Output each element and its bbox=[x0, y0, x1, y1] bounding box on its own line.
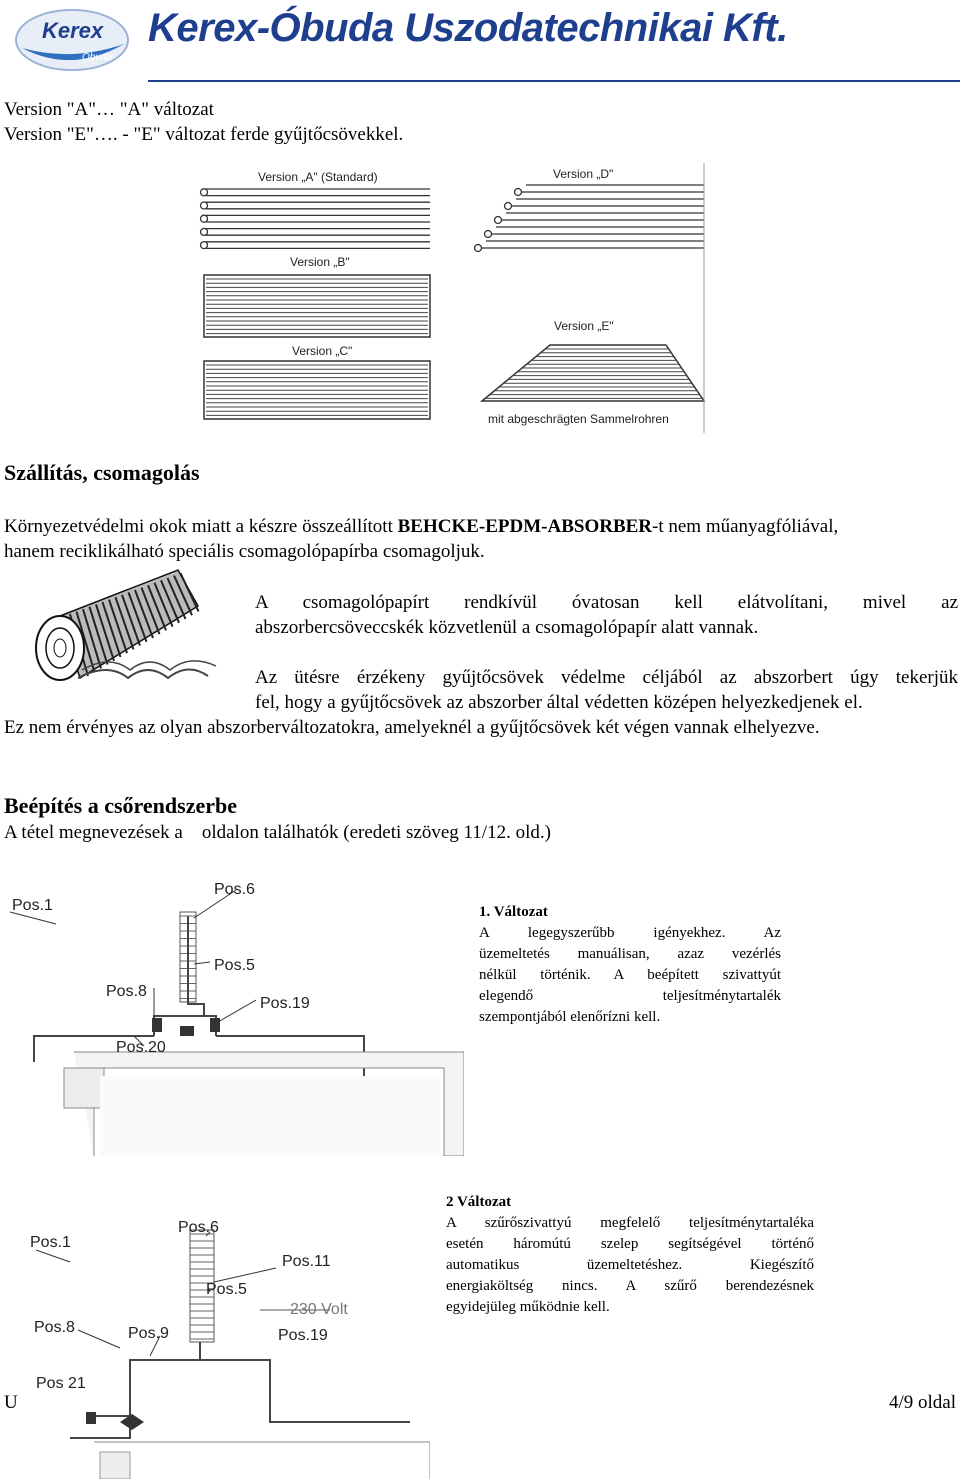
tube-loop bbox=[201, 215, 208, 222]
tube-loop bbox=[475, 245, 482, 252]
variant1-line: A legegyszerűbb igényekhez. Az bbox=[479, 925, 781, 941]
diagram2-label: Pos.8 bbox=[34, 1319, 75, 1336]
install-heading: Beépítés a csőrendszerbe bbox=[4, 793, 237, 818]
version-e-caption: mit abgeschrägten Sammelrohren bbox=[488, 412, 669, 426]
variant1-line: elegendő teljesítménytartalék bbox=[479, 988, 781, 1004]
tube-loop bbox=[485, 231, 492, 238]
version-e-label: Version „E" bbox=[554, 319, 614, 333]
product-name: BEHCKE-EPDM-ABSORBER bbox=[397, 516, 653, 537]
page-number: 4/9 oldal bbox=[888, 1392, 956, 1413]
variant2-line: automatikus üzemeltetéshez. Kiegészítő bbox=[446, 1257, 814, 1273]
variant1-block bbox=[479, 902, 781, 1028]
diagram2-label: Pos.6 bbox=[178, 1219, 219, 1236]
diagram1-label: Pos.19 bbox=[260, 995, 310, 1012]
variant2-line: egyidejüleg működnie kell. bbox=[446, 1299, 610, 1315]
variant1-line: üzemeltetés manuálisan, azaz vezérlés bbox=[479, 946, 781, 962]
variant1-line: szempontjából elenőrízni kell. bbox=[479, 1009, 661, 1025]
variant2-title: 2 Változat bbox=[446, 1194, 512, 1210]
tube-loop bbox=[515, 189, 522, 196]
rolling-note-line2: fel, hogy a gyűjtőcsövek az abszorber által védetten középen helyezkedjenek el. bbox=[255, 692, 863, 713]
absorber-outline bbox=[482, 345, 704, 401]
footer-left: U bbox=[4, 1392, 18, 1413]
variant2-line: A szűrőszivattyú megfelelő teljesítménytartaléka bbox=[446, 1215, 814, 1231]
diagram1-label: Pos.6 bbox=[214, 881, 255, 898]
version-e-line: Version "E"…. - "E" változat ferde gyűjtőcsövekkel. bbox=[4, 124, 404, 145]
version-d-label: Version „D" bbox=[553, 167, 614, 181]
tube-loop bbox=[201, 228, 208, 235]
header-divider bbox=[148, 80, 960, 82]
diagram1-label: Pos.5 bbox=[214, 957, 255, 974]
diagram2-label: Pos 21 bbox=[36, 1375, 86, 1392]
tube-loop bbox=[201, 242, 208, 249]
version-b-label: Version „B" bbox=[290, 255, 350, 269]
variant2-line: esetén háromútú szelep segítségével történő bbox=[446, 1236, 814, 1252]
paper-removal-line1: A csomagolópapírt rendkívül óvatosan kell elátvolítani, mivel az bbox=[255, 592, 958, 613]
variant2-line: energiaköltség nincs. A szűrő berendezésnek bbox=[446, 1278, 814, 1294]
paper-removal-line2: abszorbercsöveccskék közvetlenül a csomagolópapír alatt vannak. bbox=[255, 617, 759, 638]
logo-text: Kerex bbox=[42, 18, 104, 43]
diagram2-label: Pos.1 bbox=[30, 1234, 71, 1251]
diagram1-label: Pos.20 bbox=[116, 1039, 166, 1056]
version-a-line: Version "A"… "A" változat bbox=[4, 99, 214, 120]
installation-diagram-variant1 bbox=[4, 876, 464, 1156]
company-title: Kerex-Óbuda Uszodatechnikai Kft. bbox=[148, 6, 788, 50]
version-a-label: Version „A" (Standard) bbox=[258, 170, 378, 184]
diagram2-label: 230 Volt bbox=[290, 1301, 348, 1318]
rolling-note-line1: Az ütésre érzékeny gyűjtőcsövek védelme céljából az abszorbert úgy tekerjük bbox=[255, 667, 958, 688]
diagram2-label: Pos.19 bbox=[278, 1327, 328, 1344]
shipping-heading: Szállítás, csomagolás bbox=[4, 460, 200, 485]
absorber-versions-figure bbox=[196, 163, 710, 433]
version-c-label: Version „C" bbox=[292, 344, 353, 358]
rolled-absorber-illustration bbox=[18, 566, 228, 686]
install-subline: A tétel megnevezések a oldalon találhatók (eredeti szöveg 11/12. old.) bbox=[4, 822, 551, 843]
tube-loop bbox=[201, 202, 208, 209]
diagram1-label: Pos.1 bbox=[12, 897, 53, 914]
diagram2-label: Pos.9 bbox=[128, 1325, 169, 1342]
diagram2-label: Pos.11 bbox=[282, 1253, 331, 1270]
tube-loop bbox=[505, 203, 512, 210]
installation-diagram-variant2 bbox=[30, 1202, 430, 1479]
variant2-block bbox=[446, 1192, 814, 1318]
tube-loop bbox=[495, 217, 502, 224]
logo-subtext: Óbuda bbox=[82, 52, 113, 63]
shipping-paragraph-line1 bbox=[4, 514, 838, 539]
variant1-line: nélkül történik. A beépített szivattyút bbox=[479, 967, 781, 983]
shipping-text-part: -t nem műanyagfóliával, bbox=[652, 516, 839, 537]
rolling-note-line3: Ez nem érvényes az olyan abszorberváltozatokra, amelyeknél a gyűjtőcsövek két végen vannak elhelyezve. bbox=[4, 717, 820, 738]
diagram1-label: Pos.8 bbox=[106, 983, 147, 1000]
tube-loop bbox=[201, 189, 208, 196]
variant1-title: 1. Változat bbox=[479, 904, 548, 920]
shipping-paragraph-line2: hanem reciklikálható speciális csomagolópapírba csomagoljuk. bbox=[4, 541, 485, 562]
shipping-text-part: Környezetvédelmi okok miatt a készre összeállított bbox=[4, 516, 398, 537]
company-logo bbox=[12, 4, 132, 74]
diagram2-label: Pos.5 bbox=[206, 1281, 247, 1298]
